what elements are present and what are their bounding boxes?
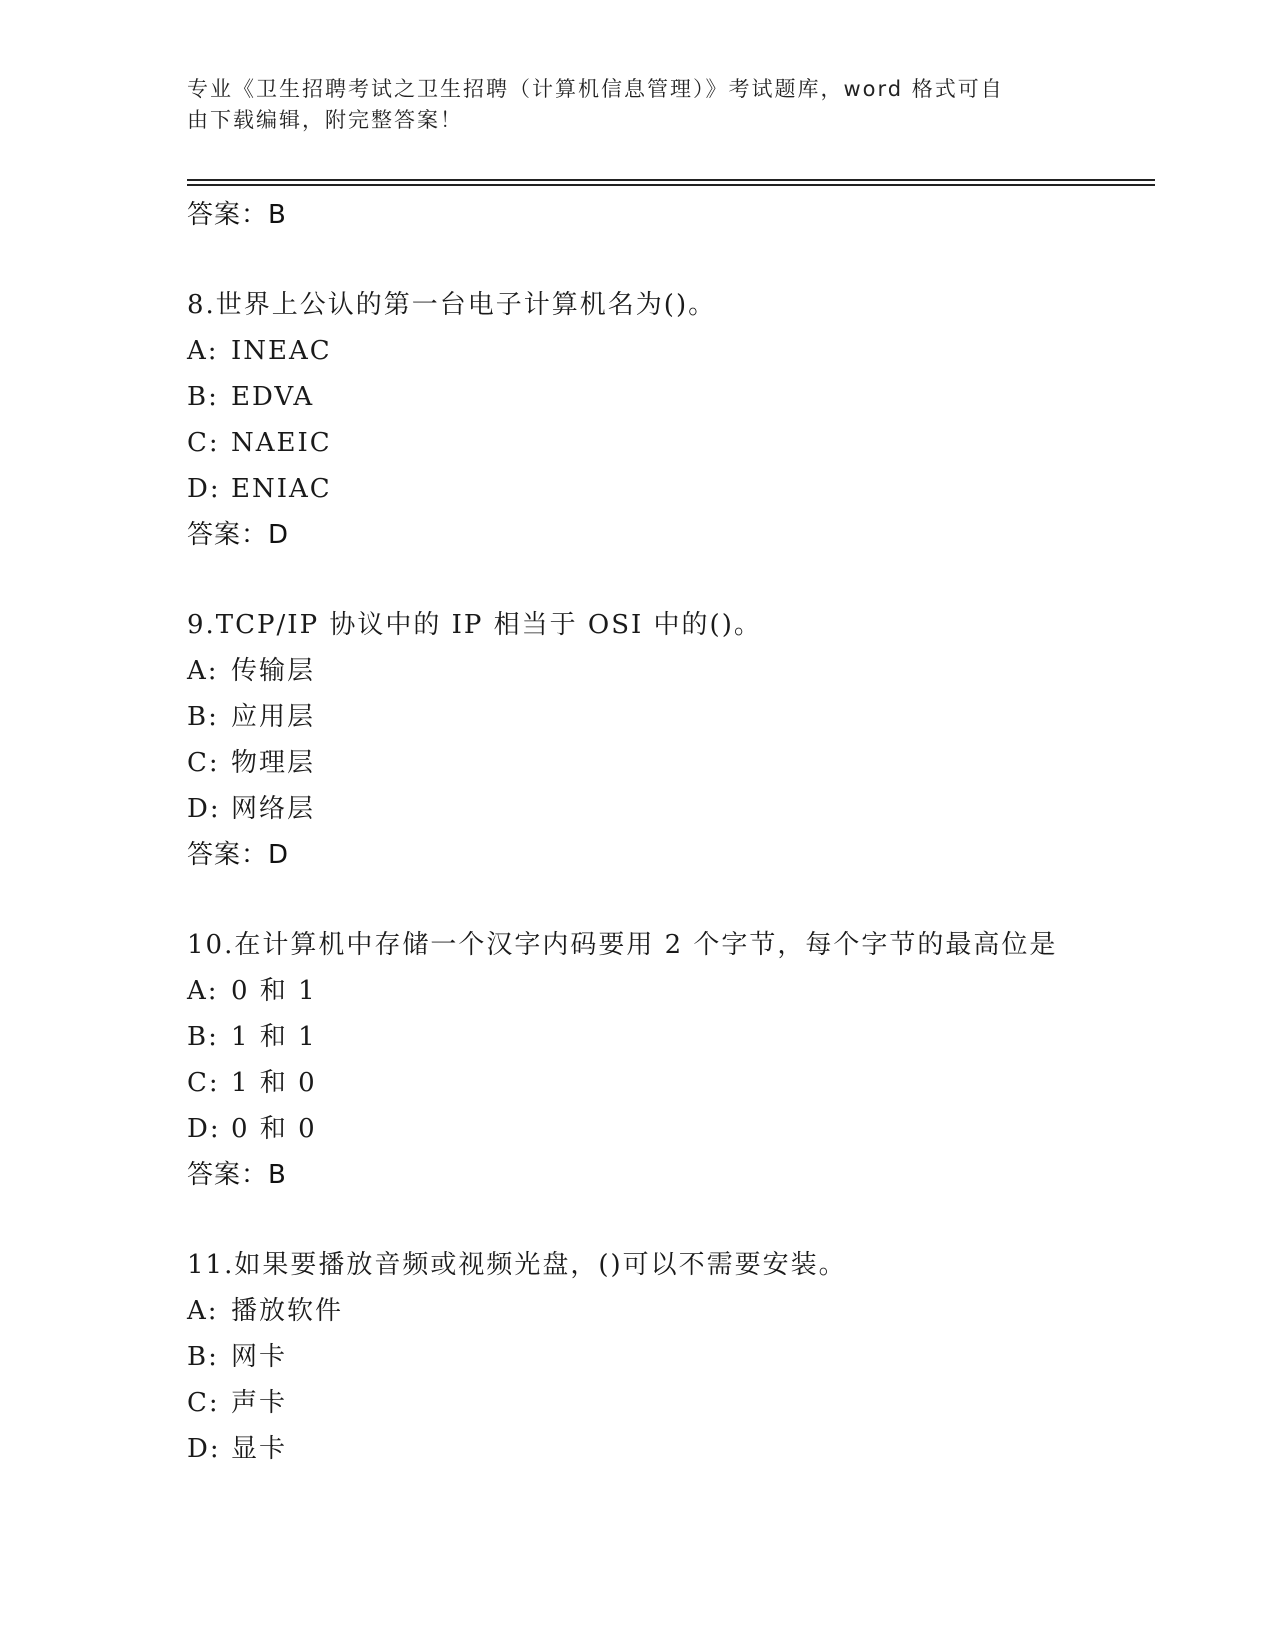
option-b <box>187 1334 1147 1380</box>
option-text: 0 和 0 <box>231 1114 317 1144</box>
option-d <box>187 1106 1147 1152</box>
option-c <box>187 1060 1147 1106</box>
option-a <box>187 648 1147 694</box>
document-header <box>187 74 1067 136</box>
header-rule-top <box>187 179 1155 181</box>
option-letter: B: <box>187 1342 219 1372</box>
option-text: EDVA <box>231 382 315 412</box>
option-text: 1 和 1 <box>231 1022 317 1052</box>
option-c <box>187 740 1147 786</box>
question-text: 10.在计算机中存储一个汉字内码要用 2 个字节，每个字节的最高位是 <box>187 930 1058 960</box>
option-letter: C: <box>187 748 220 778</box>
option-text: NAEIC <box>231 428 332 458</box>
option-letter: D: <box>187 794 221 824</box>
option-c <box>187 420 1147 466</box>
answer-text: 答案：B <box>187 1160 287 1190</box>
option-text: 显卡 <box>231 1434 288 1464</box>
option-text: 传输层 <box>231 656 316 686</box>
question-text: 9.TCP/IP 协议中的 IP 相当于 OSI 中的()。 <box>187 610 762 640</box>
option-text: 应用层 <box>231 702 316 732</box>
option-letter: B: <box>187 1022 219 1052</box>
option-b <box>187 694 1147 740</box>
option-b <box>187 374 1147 420</box>
question-block <box>187 602 1147 878</box>
option-a <box>187 1288 1147 1334</box>
option-text: 网卡 <box>231 1342 288 1372</box>
option-b <box>187 1014 1147 1060</box>
option-d <box>187 786 1147 832</box>
option-d <box>187 466 1147 512</box>
answer-text: 答案：D <box>187 520 290 550</box>
question-block <box>187 1242 1147 1472</box>
option-letter: C: <box>187 1388 220 1418</box>
option-letter: C: <box>187 428 220 458</box>
answer-text: 答案：D <box>187 840 290 870</box>
option-letter: A: <box>187 1296 219 1326</box>
question-block <box>187 922 1147 1198</box>
question-text: 8.世界上公认的第一台电子计算机名为()。 <box>187 290 717 320</box>
question-list <box>187 192 1147 1472</box>
option-text: 物理层 <box>231 748 316 778</box>
option-c <box>187 1380 1147 1426</box>
option-letter: B: <box>187 382 219 412</box>
question-block <box>187 282 1147 558</box>
question-text: 11.如果要播放音频或视频光盘，()可以不需要安装。 <box>187 1250 847 1280</box>
option-a <box>187 968 1147 1014</box>
option-text: ENIAC <box>231 474 332 504</box>
option-text: 1 和 0 <box>231 1068 317 1098</box>
option-text: 播放软件 <box>231 1296 344 1326</box>
option-letter: A: <box>187 656 219 686</box>
option-letter: D: <box>187 474 221 504</box>
option-text: 0 和 1 <box>231 976 317 1006</box>
header-line-1: 专业《卫生招聘考试之卫生招聘（计算机信息管理）》考试题库，word 格式可自 <box>187 77 1004 101</box>
option-text: INEAC <box>231 336 332 366</box>
option-letter: A: <box>187 976 219 1006</box>
previous-answer: 答案：B <box>187 200 287 230</box>
option-d <box>187 1426 1147 1472</box>
option-text: 网络层 <box>231 794 316 824</box>
option-letter: A: <box>187 336 219 366</box>
option-letter: D: <box>187 1114 221 1144</box>
option-text: 声卡 <box>231 1388 288 1418</box>
header-rule-bottom <box>187 184 1155 186</box>
option-a <box>187 328 1147 374</box>
option-letter: B: <box>187 702 219 732</box>
option-letter: D: <box>187 1434 221 1464</box>
option-letter: C: <box>187 1068 220 1098</box>
header-line-2: 由下载编辑，附完整答案！ <box>187 108 463 132</box>
